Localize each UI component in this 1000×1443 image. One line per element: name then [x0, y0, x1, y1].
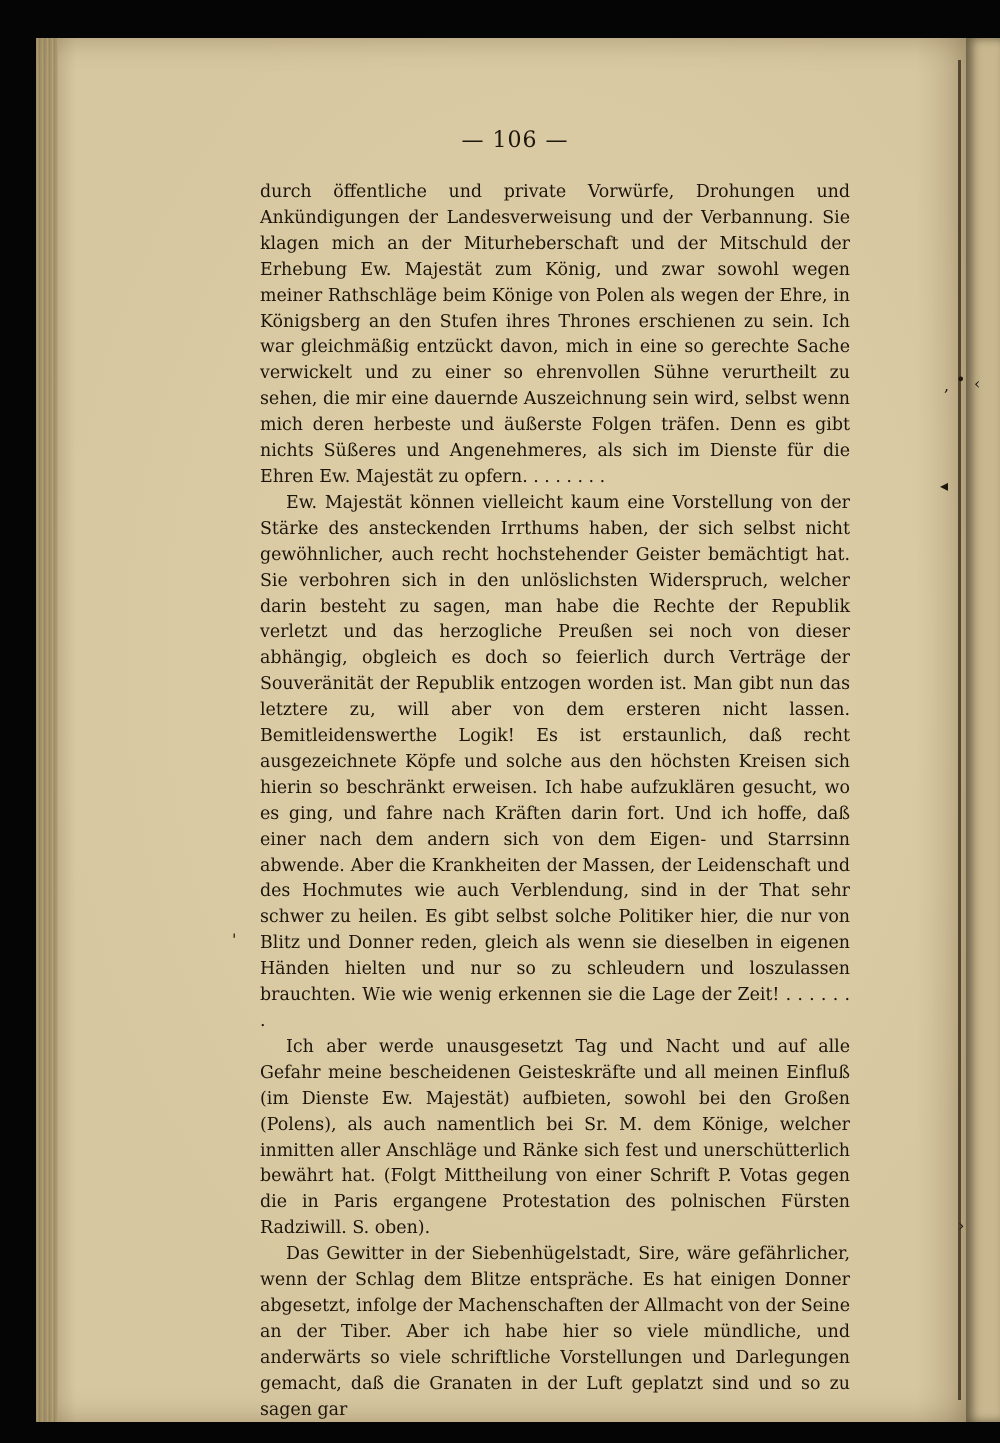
body-text — [260, 180, 850, 1424]
paragraph: Ich aber werde unausgesetzt Tag und Nacht und auf alle Gefahr meine bescheidenen Geisteskräfte und all meinen Einfluß (im Dienste Ew. Majestät) aufbieten, sowohl bei den Großen (Polens), als auch namentlich bei Sr. M. dem Könige, welcher inmitten aller Anschläge und Ränke sich fest und unerschütterlich bewährt hat. (Folgt Mittheilung von einer Schrift P. Votas gegen die in Paris ergangene Protestation des polnischen Fürsten Radziwill. S. oben). — [260, 1036, 850, 1239]
facing-page-edge — [966, 38, 1000, 1422]
margin-mark: ◂ — [940, 476, 949, 495]
paragraph: Ew. Majestät können vielleicht kaum eine Vorstellung von der Stärke des ansteckenden Irrthums haben, der sich selbst nicht gewöhnlicher, auch recht hochstehender Geister bemächtigt hat. Sie verbohren sich in den unlöslichsten Widerspruch, welcher darin besteht zu sagen, man habe die Rechte der Republik verletzt und das herzogliche Preußen sei noch von dieser abhängig, obgleich es doch so feierlich durch Verträge der Souveränität der Republik entzogen worden ist. Man gibt nun das letztere zu, will aber von dem ersteren nicht lassen. Bemitleidenswerthe Logik! Es ist erstaunlich, daß recht ausgezeichnete Köpfe und solche aus den höchsten Kreisen sich hierin so beschränkt erweisen. Ich habe aufzuklären gesucht, wo es ging, und fahre nach Kräften darin fort. Und ich hoffe, daß einer nach dem andern sich von dem Eigen- und Starrsinn abwende. Aber die Krankheiten der Massen, der Leidenschaft und des Hochmutes wie auch Verblendung, sind in der That sehr schwer zu heilen. Es gibt selbst solche Politiker hier, die nur von Blitz und Donner reden, gleich als wenn sie dieselben in eigenen Händen hielten und nur so zu schleudern und loszulassen brauchten. Wie wie wenig erkennen sie die Lage der Zeit! . . . . . . . — [260, 492, 850, 1031]
paragraph: Das Gewitter in der Siebenhügelstadt, Sire, wäre gefährlicher, wenn der Schlag dem Blitze entspräche. Es hat einigen Donner abgesetzt, infolge der Machenschaften der Allmacht von der Seine an der Tiber. Aber ich habe hier so viele mündliche, und anderwärts so viele schriftliche Vorstellungen und Darlegungen gemacht, daß die Granaten in der Luft geplatzt sind und so zu sagen gar — [260, 1244, 850, 1420]
margin-mark: ' — [232, 930, 237, 949]
page-margin-line — [958, 60, 961, 1400]
margin-mark: • — [956, 370, 966, 389]
margin-mark: › — [958, 1216, 965, 1235]
margin-mark: ‹ — [974, 374, 981, 393]
page-edge-stack — [36, 38, 58, 1422]
margin-mark: , — [944, 376, 950, 395]
page-number: — 106 — — [461, 128, 569, 153]
paragraph: durch öffentliche und private Vorwürfe, Drohungen und Ankündigungen der Landesverweisung und der Verbannung. Sie klagen mich an der Miturheberschaft und der Mitschuld der Erhebung Ew. Majestät zum König, und zwar sowohl wegen meiner Rathschläge beim Könige von Polen als wegen der Ehre, in Königsberg an den Stufen ihres Thrones erschienen zu sein. Ich war gleichmäßig entzückt davon, mich in eine so gerechte Sache verwickelt und zu einer so ehrenvollen Sühne verurtheilt zu sehen, die mir eine dauernde Auszeichnung sein wird, selbst wenn mich deren herbeste und äußerste Folgen träfen. Denn es gibt nichts Süßeres und Angenehmeres, als sich im Dienste für die Ehren Ew. Majestät zu opfern. . . . . . . . — [260, 182, 850, 487]
